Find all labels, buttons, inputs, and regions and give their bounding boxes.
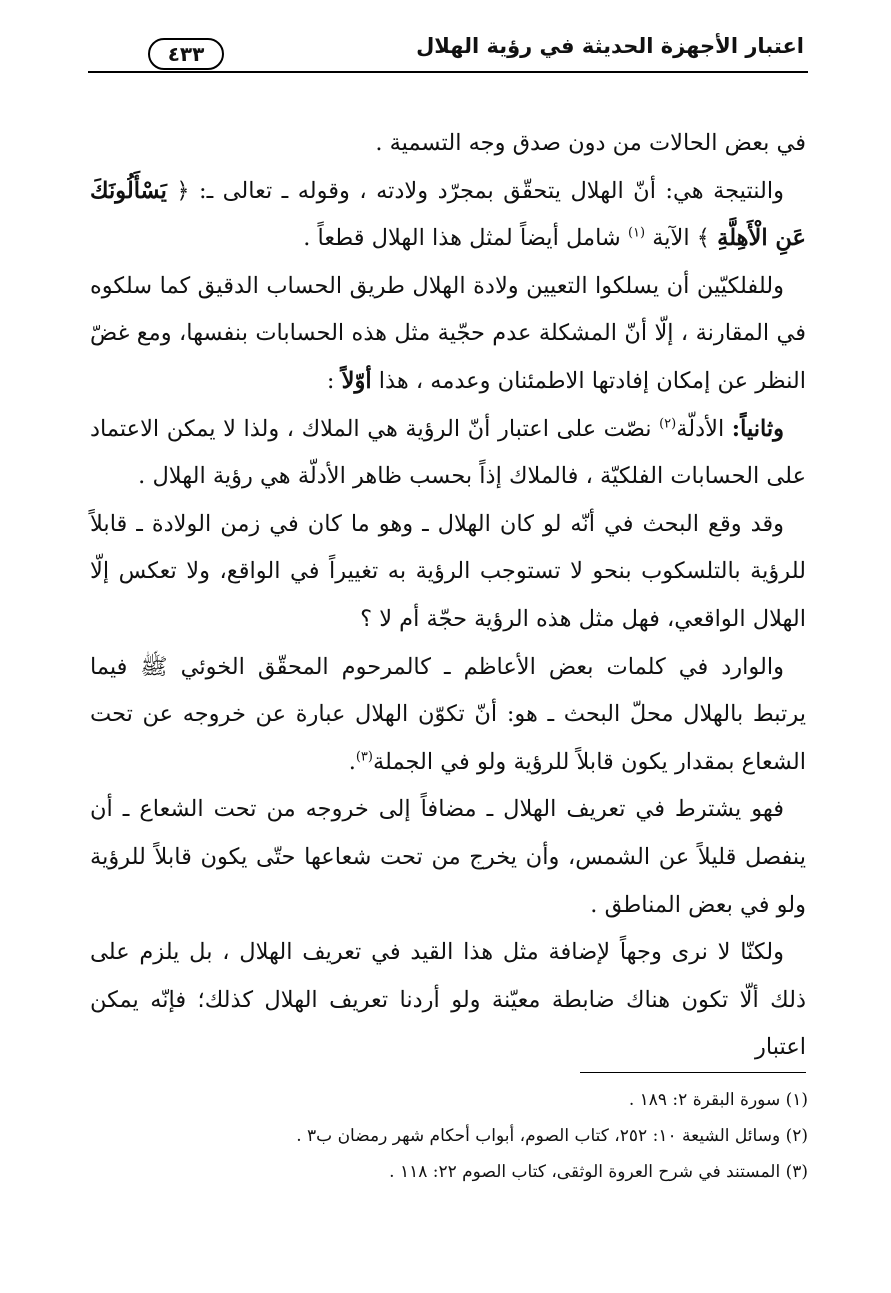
paragraph-7: فهو يشترط في تعريف الهلال ـ مضافاً إلى خروجه من تحت الشعاع ـ أن ينفصل قليلاً عن الشمس، وأن يخرج من تحت شعاعها حتّى يكون قابلاً للرؤية ولو في بعض المناطق . [90, 796, 806, 918]
first-point-label: أوّلاً [341, 367, 372, 394]
paragraph-2-text-a: والنتيجة هي: أنّ الهلال يتحقّق بمجرّد ولادته ، وقوله ـ تعالى ـ: ﴿ [166, 177, 784, 204]
paragraph-2-text-c: شامل أيضاً لمثل هذا الهلال قطعاً . [303, 225, 628, 252]
paragraph-2-text-b: ﴾ الآية [645, 225, 718, 252]
honorific-glyph: ﷺ [140, 653, 168, 680]
paragraph-4-text-a: الأدلّة [676, 415, 732, 442]
running-header [88, 32, 808, 77]
paragraph-3-text-a: وللفلكيّين أن يسلكوا التعيين ولادة الهلال طريق الحساب الدقيق كما سلكوه في المقارنة ، إلّا أنّ المشكلة عدم حجّية مثل هذه الحسابات بنفسها، ومع غضّ النظر عن إمكان إفادتها الاطمئنان وعدمه ، هذا [90, 272, 806, 394]
paragraph-3 [90, 263, 806, 406]
paragraph-8: ولكنّا لا نرى وجهاً لإضافة مثل هذا القيد في تعريف الهلال ، بل يلزم على ذلك ألّا تكون هناك ضابطة معيّنة ولو أردنا تعريف الهلال كذلك؛ فإنّه يمكن اعتبار [90, 939, 806, 1061]
footnote-2: (٢) وسائل الشيعة ١٠: ٢٥٢، كتاب الصوم، أبواب أحكام شهر رمضان ب٣ . [296, 1126, 808, 1146]
paragraph-6-text-b: فيما يرتبط بالهلال محلّ البحث ـ هو: أنّ تكوّن الهلال عبارة عن خروجه عن تحت الشعاع بمقدار يكون قابلاً للرؤية ولو في الجملة [90, 653, 806, 775]
second-point-label: وثانياً: [731, 415, 784, 442]
paragraph-4 [90, 406, 806, 501]
paragraph-4-text-b: نصّت على اعتبار أنّ الرؤية هي الملاك ، ولذا لا يمكن الاعتماد على الحسابات الفلكيّة ، فالملاك إذاً بحسب ظاهر الأدلّة هي رؤية الهلال . [90, 415, 806, 490]
footnote-1: (١) سورة البقرة ٢: ١٨٩ . [628, 1090, 808, 1110]
paragraph-3-text-b: : [326, 367, 342, 394]
paragraph-6 [90, 644, 806, 787]
paragraph-6-text-a: والوارد في كلمات بعض الأعاظم ـ كالمرحوم المحقّق الخوئي [167, 653, 784, 680]
footnote-separator [580, 1072, 806, 1073]
header-rule [88, 71, 808, 73]
footnote-ref-3[interactable]: (٣) [355, 749, 373, 765]
paragraph-5: وقد وقع البحث في أنّه لو كان الهلال ـ وهو ما كان في زمن الولادة ـ قابلاً للرؤية بالتلسكوب بنحو لا تستوجب الرؤية به تغييراً في الواقع، ولا تعكس إلّا الهلال الواقعي، فهل مثل هذه الرؤية حجّة أم لا ؟ [90, 510, 806, 632]
paragraph-1: في بعض الحالات من دون صدق وجه التسمية . [375, 130, 806, 156]
footnotes [90, 1082, 808, 1190]
footnote-ref-1[interactable]: (١) [627, 225, 646, 241]
footnote-3: (٣) المستند في شرح العروة الوثقى، كتاب الصوم ٢٢: ١١٨ . [389, 1162, 808, 1182]
footnote-ref-2[interactable]: (٢) [659, 416, 677, 432]
quran-quote: يَسْأَلُونَكَ عَنِ الْأَهِلَّةِ [90, 177, 806, 252]
main-text [90, 120, 806, 1072]
page-number-badge: ٤٣٣ [148, 38, 224, 70]
paragraph-6-text-c: . [348, 748, 356, 775]
running-header-title: اعتبار الأجهزة الحديثة في رؤية الهلال [416, 34, 804, 58]
paragraph-2 [90, 168, 806, 263]
